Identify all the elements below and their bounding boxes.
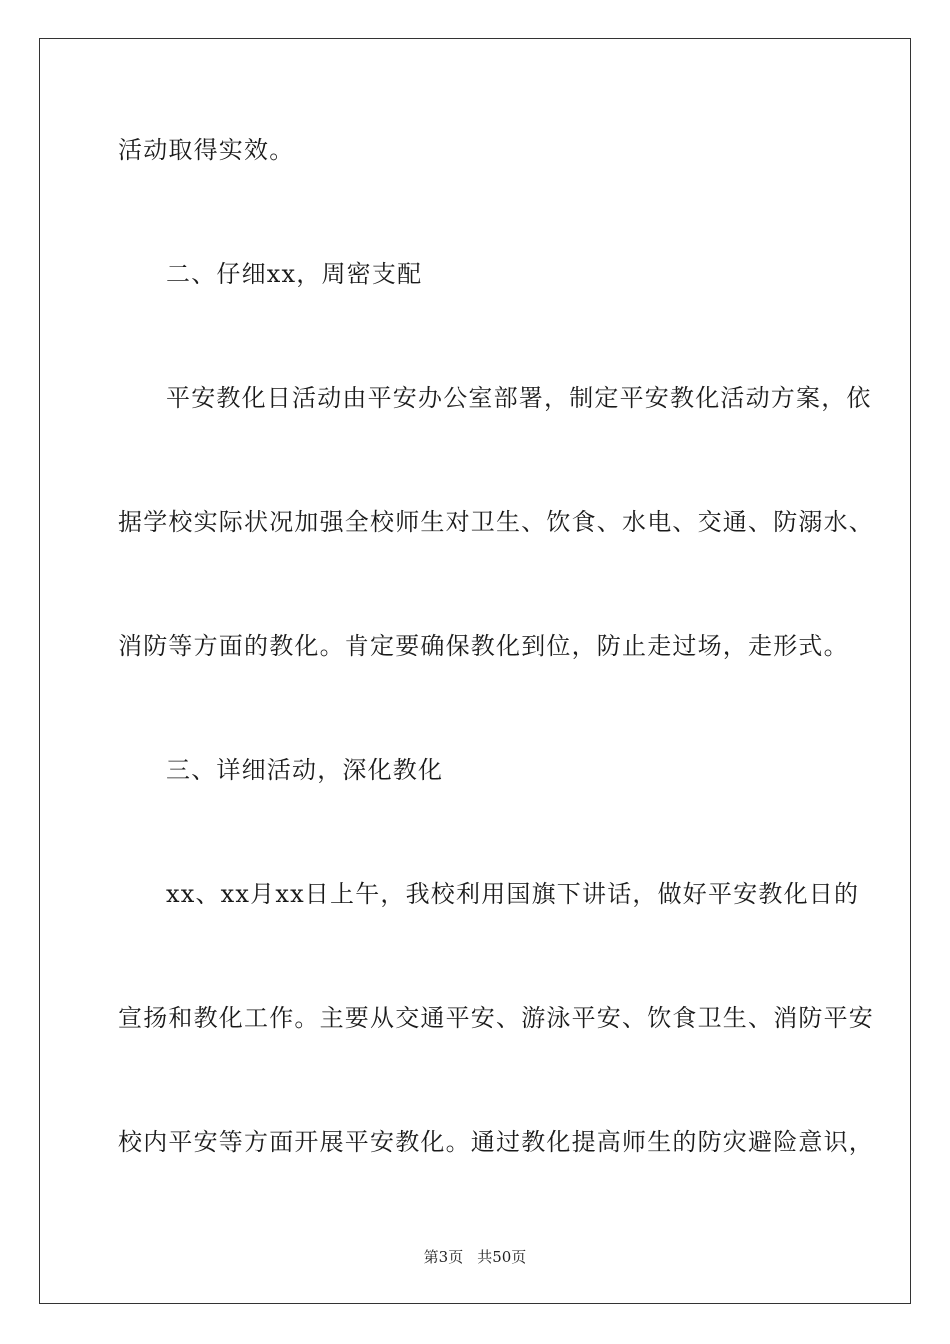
paragraph-line: 宣扬和教化工作。主要从交通平安、游泳平安、饮食卫生、消防平安	[118, 1004, 874, 1032]
page-total: 共50页	[477, 1248, 527, 1266]
page-frame	[39, 38, 911, 1304]
section-heading: 三、详细活动，深化教化	[166, 756, 444, 784]
paragraph-line: xx、xx月xx日上午，我校利用国旗下讲话，做好平安教化日的	[166, 880, 860, 908]
paragraph-line: 据学校实际状况加强全校师生对卫生、饮食、水电、交通、防溺水、	[118, 508, 874, 536]
section-heading: 二、仔细xx，周密支配	[166, 260, 423, 288]
page-footer	[0, 1247, 950, 1267]
paragraph-line: 消防等方面的教化。肯定要确保教化到位，防止走过场，走形式。	[118, 632, 849, 660]
paragraph-line: 活动取得实效。	[118, 136, 295, 164]
paragraph-line: 平安教化日活动由平安办公室部署，制定平安教化活动方案，依	[166, 384, 872, 412]
paragraph-line: 校内平安等方面开展平安教化。通过教化提高师生的防灾避险意识，	[118, 1128, 874, 1156]
page-number: 第3页	[423, 1248, 464, 1266]
